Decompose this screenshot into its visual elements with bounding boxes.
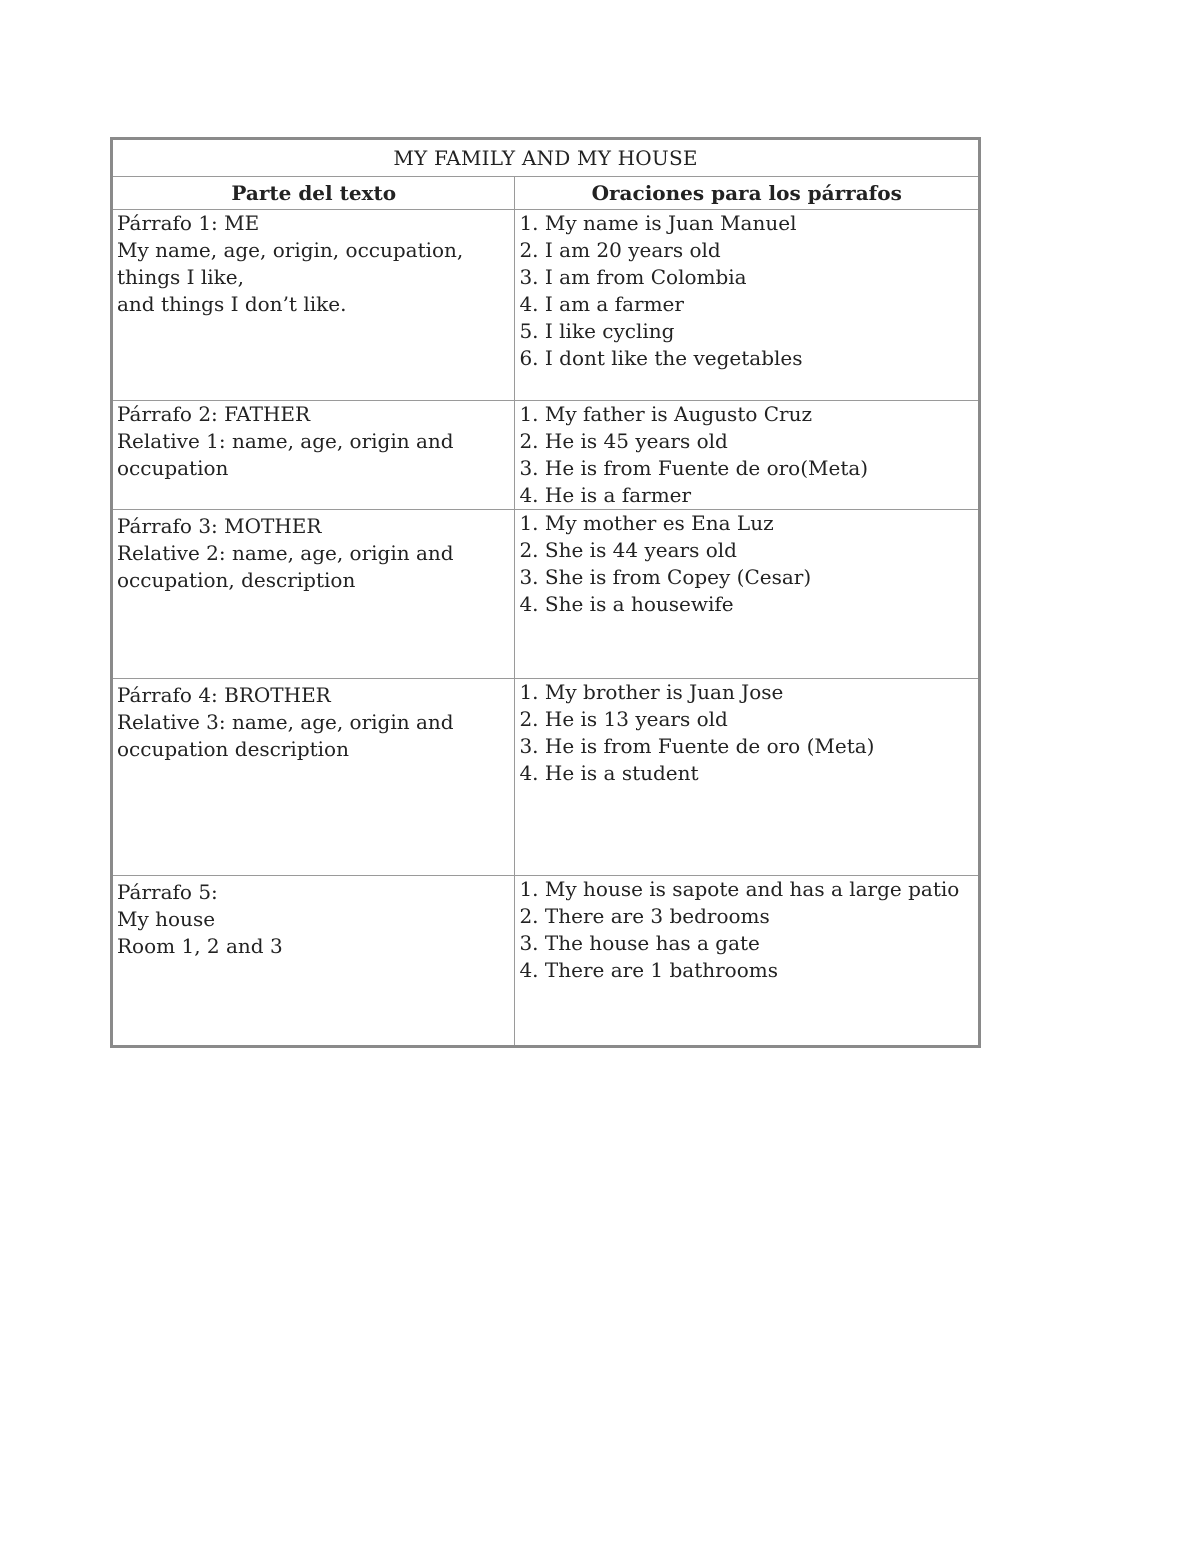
row-5-part-line: My house bbox=[117, 907, 216, 931]
row-2-sentence: 4. He is a farmer bbox=[519, 483, 692, 507]
row-3-sentences-cell bbox=[515, 510, 980, 679]
row-4-part-line: Párrafo 4: BROTHER bbox=[117, 683, 331, 707]
header-parte-del-texto: Parte del texto bbox=[112, 177, 515, 210]
table-row bbox=[112, 210, 980, 401]
table-title: MY FAMILY AND MY HOUSE bbox=[112, 139, 980, 177]
table-row bbox=[112, 510, 980, 679]
row-1-sentences-cell bbox=[515, 210, 980, 401]
row-1-sentence: 1. My name is Juan Manuel bbox=[519, 211, 797, 235]
row-4-part-line: Relative 3: name, age, origin and occupation description bbox=[117, 710, 460, 761]
row-4-sentence: 4. He is a student bbox=[519, 761, 699, 785]
row-4-sentences-cell bbox=[515, 679, 980, 876]
row-1-sentence: 4. I am a farmer bbox=[519, 292, 684, 316]
row-5-sentence: 1. My house is sapote and has a large patio bbox=[519, 877, 960, 901]
row-4-sentence: 1. My brother is Juan Jose bbox=[519, 680, 784, 704]
row-2-sentence: 1. My father is Augusto Cruz bbox=[519, 402, 813, 426]
row-1-part-line: Párrafo 1: ME bbox=[117, 211, 260, 235]
row-1-part-line: and things I don’t like. bbox=[117, 292, 347, 316]
row-5-part-cell bbox=[112, 876, 515, 1047]
row-5-sentence: 3. The house has a gate bbox=[519, 931, 760, 955]
row-3-sentence: 3. She is from Copey (Cesar) bbox=[519, 565, 812, 589]
row-1-sentence: 3. I am from Colombia bbox=[519, 265, 747, 289]
row-3-part-line: Párrafo 3: MOTHER bbox=[117, 514, 322, 538]
row-1-part-cell bbox=[112, 210, 515, 401]
header-row bbox=[112, 177, 980, 210]
title-row bbox=[112, 139, 980, 177]
row-2-part-line: Párrafo 2: FATHER bbox=[117, 402, 311, 426]
row-2-part-line: Relative 1: name, age, origin and occupation bbox=[117, 429, 460, 480]
row-4-sentence: 2. He is 13 years old bbox=[519, 707, 728, 731]
row-3-part-cell bbox=[112, 510, 515, 679]
row-3-sentence: 2. She is 44 years old bbox=[519, 538, 737, 562]
row-1-part-line: My name, age, origin, occupation, things I like, bbox=[117, 238, 470, 289]
row-5-sentences-cell bbox=[515, 876, 980, 1047]
row-2-sentence: 3. He is from Fuente de oro(Meta) bbox=[519, 456, 869, 480]
family-house-table bbox=[110, 137, 981, 1048]
row-2-part-cell bbox=[112, 401, 515, 510]
row-1-sentence: 2. I am 20 years old bbox=[519, 238, 721, 262]
row-4-part-cell bbox=[112, 679, 515, 876]
row-5-part-line: Room 1, 2 and 3 bbox=[117, 934, 283, 958]
row-2-sentences-cell bbox=[515, 401, 980, 510]
row-5-sentence: 4. There are 1 bathrooms bbox=[519, 958, 778, 982]
row-3-part-line: Relative 2: name, age, origin and occupation, description bbox=[117, 541, 460, 592]
row-4-sentence: 3. He is from Fuente de oro (Meta) bbox=[519, 734, 875, 758]
header-oraciones: Oraciones para los párrafos bbox=[515, 177, 980, 210]
row-3-sentence: 4. She is a housewife bbox=[519, 592, 734, 616]
row-1-sentence: 6. I dont like the vegetables bbox=[519, 346, 803, 370]
table-row bbox=[112, 401, 980, 510]
row-5-part-line: Párrafo 5: bbox=[117, 880, 218, 904]
table-row bbox=[112, 679, 980, 876]
row-3-sentence: 1. My mother es Ena Luz bbox=[519, 511, 774, 535]
row-2-sentence: 2. He is 45 years old bbox=[519, 429, 728, 453]
row-1-sentence: 5. I like cycling bbox=[519, 319, 675, 343]
row-5-sentence: 2. There are 3 bedrooms bbox=[519, 904, 770, 928]
table-row bbox=[112, 876, 980, 1047]
